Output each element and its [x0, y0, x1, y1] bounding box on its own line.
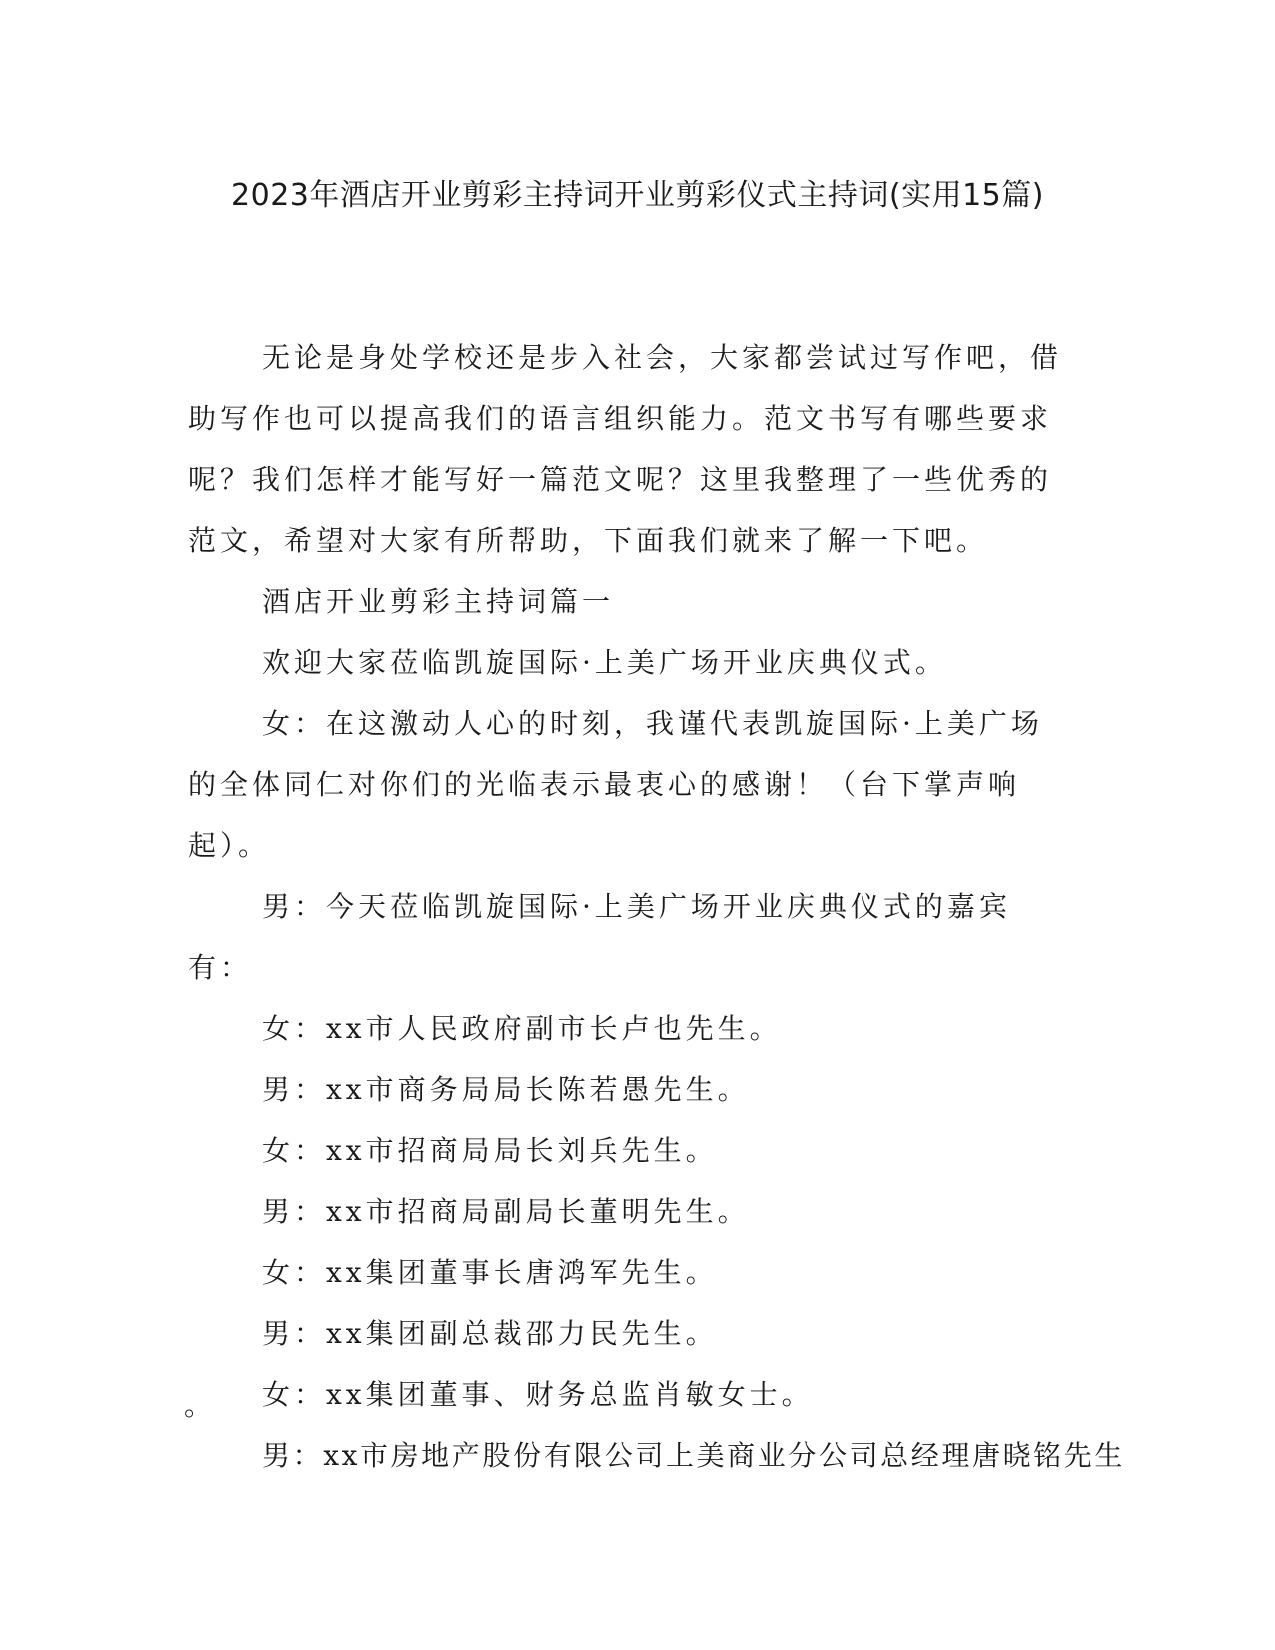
intro-paragraph: 无论是身处学校还是步入社会，大家都尝试过写作吧，借助写作也可以提高我们的语言组织能力。范文书写有哪些要求呢？我们怎样才能写好一篇范文呢？这里我整理了一些优秀的范文，希望对大家有所帮助，下面我们就来了解一下吧。: [188, 341, 1063, 557]
guest-line: 男：xx市商务局局长陈若愚先生。: [262, 1073, 750, 1106]
guest-line: 女：xx市人民政府副市长卢也先生。: [262, 1012, 782, 1045]
guest-line: 女：xx集团董事长唐鸿军先生。: [262, 1256, 718, 1289]
guest-line: 男：xx集团副总裁邵力民先生。: [262, 1317, 718, 1350]
document-title: 2023年酒店开业剪彩主持词开业剪彩仪式主持词(实用15篇): [231, 178, 1044, 213]
guest-line: 女：xx集团董事、财务总监肖敏女士。: [262, 1378, 814, 1411]
document-body: [188, 327, 1125, 1486]
welcome-paragraph: 欢迎大家莅临凯旋国际·上美广场开业庆典仪式。: [262, 646, 947, 679]
guest-line: 男：xx市房地产股份有限公司上美商业分公司总经理唐晓铭先生: [262, 1439, 1125, 1472]
guest-line: 女：xx市招商局局长刘兵先生。: [262, 1134, 718, 1167]
trailing-period: 。: [184, 1389, 213, 1422]
section-heading: 酒店开业剪彩主持词篇一: [262, 585, 615, 618]
female-thanks-paragraph: 女：在这激动人心的时刻，我谨代表凯旋国际·上美广场的全体同仁对你们的光临表示最衷心的感谢！（台下掌声响起）。: [188, 707, 1043, 862]
guest-line: 男：xx市招商局副局长董明先生。: [262, 1195, 750, 1228]
guests-intro-paragraph: 男：今天莅临凯旋国际·上美广场开业庆典仪式的嘉宾有：: [188, 890, 1011, 984]
